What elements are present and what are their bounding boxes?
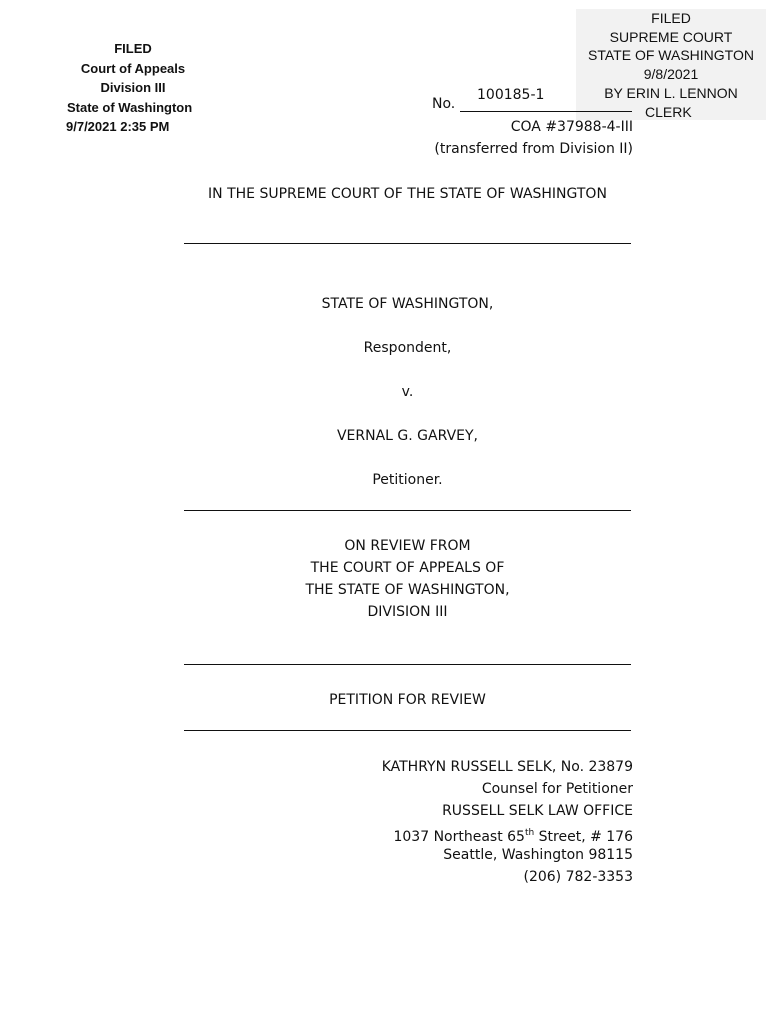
- petitioner-name: VERNAL G. GARVEY,: [336, 428, 478, 444]
- review-line-1: ON REVIEW FROM: [344, 538, 471, 554]
- street-address: [393, 823, 633, 847]
- court-heading: IN THE SUPREME COURT OF THE STATE OF WASHINGTON: [208, 186, 607, 202]
- respondent-name: STATE OF WASHINGTON,: [321, 296, 494, 312]
- docket-label: No.: [432, 96, 456, 112]
- transfer-note: (transferred from Division II): [434, 141, 633, 157]
- review-line-3: THE STATE OF WASHINGTON,: [305, 582, 510, 598]
- sc-stamp-clerk-by: BY ERIN L. LENNON: [604, 85, 738, 101]
- coa-stamp-filed: FILED: [114, 41, 152, 56]
- sc-stamp-date: 9/8/2021: [643, 65, 699, 82]
- versus: v.: [401, 384, 414, 400]
- review-line-4: DIVISION III: [367, 604, 448, 620]
- divider-rule: [184, 664, 631, 665]
- ordinal-suffix: th: [524, 828, 535, 838]
- coa-stamp-datetime: 9/7/2021 2:35 PM: [66, 119, 170, 134]
- divider-rule: [184, 243, 631, 244]
- sc-stamp-clerk: CLERK: [645, 103, 692, 120]
- petitioner-role: Petitioner.: [372, 472, 443, 488]
- coa-stamp-court: Court of Appeals: [80, 60, 186, 76]
- sc-stamp-court: SUPREME COURT: [609, 28, 733, 45]
- coa-number: COA #37988-4-III: [510, 119, 633, 135]
- docket-number-underline: [460, 111, 632, 112]
- sc-stamp-state: STATE OF WASHINGTON: [588, 47, 754, 63]
- counsel-role: Counsel for Petitioner: [481, 781, 633, 797]
- coa-stamp-division: Division III: [100, 80, 166, 95]
- law-firm: RUSSELL SELK LAW OFFICE: [442, 803, 633, 819]
- review-line-2: THE COURT OF APPEALS OF: [310, 560, 505, 576]
- divider-rule: [184, 510, 631, 511]
- document-title: PETITION FOR REVIEW: [329, 692, 486, 708]
- docket-number: 100185-1: [477, 87, 545, 103]
- supreme-court-filing-stamp: [576, 9, 766, 120]
- coa-filing-stamp: [58, 39, 208, 137]
- counsel-name: KATHRYN RUSSELL SELK, No. 23879: [381, 759, 633, 775]
- street-address-rest: Street, # 176: [534, 829, 633, 845]
- street-address-number: 1037 Northeast 65: [393, 829, 525, 845]
- coa-stamp-state: State of Washington: [67, 99, 193, 115]
- phone-number: (206) 782-3353: [523, 869, 633, 885]
- city-state-zip: Seattle, Washington 98115: [443, 847, 633, 863]
- respondent-role: Respondent,: [363, 340, 452, 356]
- sc-stamp-filed: FILED: [651, 10, 691, 26]
- divider-rule: [184, 730, 631, 731]
